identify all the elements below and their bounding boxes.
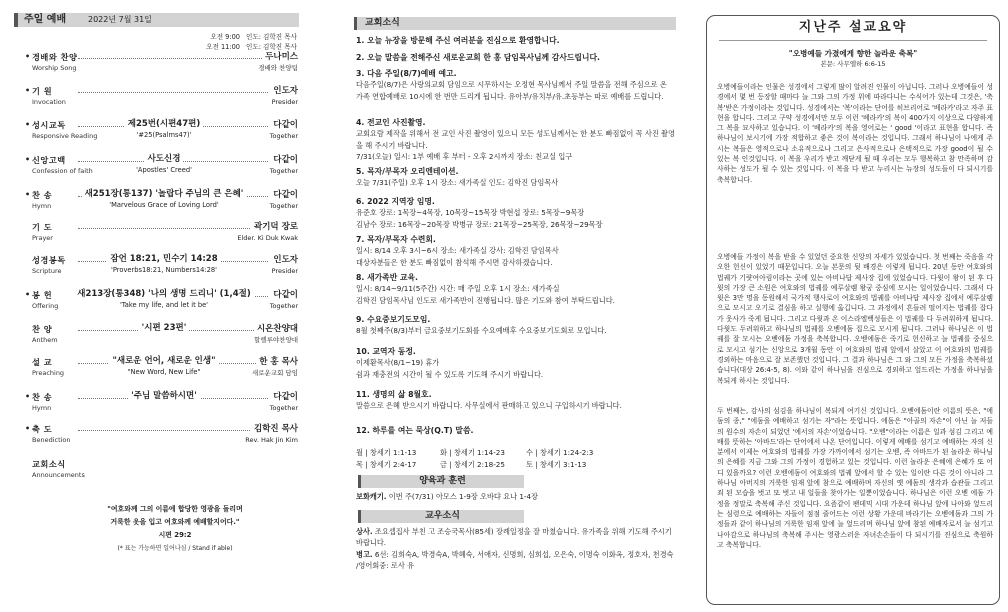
item-title: 경배와 찬양 xyxy=(32,52,78,62)
title-divider xyxy=(719,40,987,41)
item-leader-english: Together xyxy=(269,202,298,210)
church-news xyxy=(350,0,680,612)
member-news-1 xyxy=(356,526,676,549)
service-leader: 인도: 김학진 목사 xyxy=(246,43,298,51)
item-content-text: 새213장(통348) '나의 생명 드리니' (1,4절) xyxy=(74,289,253,299)
sermon-paragraph: 오병예들 가정이 복을 받을 수 있었던 중요한 신앙의 자세가 있었습니다. 첫 번째는 죽음을 각오한 헌신이 있었기 때문입니다. 오늘 본문의 뒷 배경은 이렇게 됩니다. 20년 동안 여호와의 법궤가 기럇여아림이라는 곳에 있는 아비나답 제사장 집에 있었습니다. 다윗이 왕이 된 후 다윗의 가장 큰 소원은 여호와의 법궤를 예루살렘 왕궁 중심에 모시는 일이었습니다. 그래서 다윗은 3만 명을 동원해서 국가적 행사로이 여호와의 법궤를 아비나답 제사장 집에서 예루살렘으로 모시고 오기로 결심을 하고 실행에 옮깁니다. 그 과정에서 흔들려 떨어지는 법궤를 잡다가 웃사가 죽게 됩니다. 그리고 다윗과 온 이스라엘백성들은 이 법궤를 다 두려워하게 됩니다. 다윗도 두려워하고 하나님의 법궤를 오벧에돔 집으로 모시게 됩니다. 그러나 하나님은 이 법궤를 잘 모시는 오벧에돔 가정을 축복합니다. 오벧에돔은 죽기로 헌신하고 늘 법궤를 중심으로 모시고 섬기는 신앙으로 3개월 동안 이 여호와의 법궤 앞에서 살았고 이 여호와의 법궤를 경외하는 마음으로 잘 보존했던 것입니다. 그 결과 하나님은 그 와 그의 모든 가정을 축복하셨습니다(대상 26:4-5, 8). 이와 같이 하나님을 진심으로 경외하고 엎드리는 가정을 하나님을 복되게 하시는 것입니다. xyxy=(717,253,993,385)
item-content-english: 'Apostles' Creed' xyxy=(136,166,192,174)
item-content xyxy=(30,289,298,300)
item-title: 설 교 xyxy=(32,357,53,367)
item-leader-english: Together xyxy=(269,404,298,412)
news-heading: 9. 수요중보기도모임. xyxy=(356,315,431,324)
bullet: • xyxy=(25,155,31,164)
item-leader: 인도자 xyxy=(270,255,298,266)
item-leader: 인도자 xyxy=(270,86,298,97)
item-leader-english: Elder. Ki Duk Kwak xyxy=(237,234,298,242)
news-body-line: 다음주일(8/7)은 사랑의교회 담임으로 시무하시는 오정현 목사님께서 주일 말씀을 전해 주심으로 온 가족 연합예배로 10시에 한 번만 드리게 됩니다. 유아부/유치부/유.초등부는 따로 예배를 드립니다. xyxy=(356,80,667,101)
worship-header xyxy=(14,13,299,27)
item-content-english: "New Word, New Life" xyxy=(127,368,201,376)
members-section-title: 교우소식 xyxy=(425,511,460,521)
item-leader-english: Rev. Hak Jin Kim xyxy=(245,436,298,444)
item-english: Preaching xyxy=(32,369,65,377)
service-time-1 xyxy=(200,32,300,42)
news-item xyxy=(356,196,676,230)
qt-row xyxy=(356,459,676,471)
news-item xyxy=(356,166,676,189)
qt-cell: 토 | 창세기 3:1-13 xyxy=(526,460,587,469)
item-english: Anthem xyxy=(32,336,58,344)
item-english: Hymn xyxy=(32,202,52,210)
news-item xyxy=(356,272,676,306)
sermon-paragraph: 두 번째는, 감사의 섬김을 하나님이 복되게 여기신 것입니다. 오벧에돔이란 이름의 뜻은, "에돔의 종," "에돔을 예배하고 섬기는 자"라는 뜻입니다. 에돔은 "아골의 자손"이 아닌 늘 저들의 원수의 자손이 되었던 '에서의 자손'이었습니다. "오벧"이라는 이름은 일과 섬김 그리고 예배를 뜻하는 '아바드'라는 단어에서 나온 단어입니다. 이렇게 예배를 섬기고 예배하는 자의 신분에서 이제는 여호와의 법궤를 가장 가까이에서 섬기는 오벧, 즉 아바드가 된 놀라운 하나님의 은혜를 지금 그와 그의 가정이 경험하고 있는 것입니다. 이런 놀라운 은혜에 은혜가 또 어디 있을까요? 이런 오벧에돔이 여호와의 법궤 앞에서 할 수 있는 일이란 다른 것이 아니라 그 하나님 아버지의 거룩한 임재 앞에 참으로 예배하며 자신의 옛 예돔의 생각과 습관들 그리고 죄 된 모습을 벗고 또 벗고 내 일들을 찾아가는 일뿐이었습니다. 하나님은 이런 오벧 에돔 가정을 정말로 축복해 주신 것입니다. 요즘같이 팬데믹 시대 가운데 하나님 앞에 나아와 엎드리는 심령으로 예배하는 자들이 점점 줄어드는 이런 상황 가운데 바라기는 오벧에돔과 그의 가정들과 같이 하나님의 거룩한 임재 앞에 늘 엎드리며 하나님 앞에 참된 예배자로서 늘 섬기고 나아감으로 하나님의 축복해 주시는 영광스러운 자녀손손들이 다 되시기를 진심으로 축원하고 축복합니다. xyxy=(717,407,993,549)
item-content-text: 새251장(통137) '놀랍다 주님의 큰 은혜' xyxy=(82,189,247,199)
item-leader: 다같이 xyxy=(270,155,298,166)
item-content-text: '주님 말씀하시면' xyxy=(128,391,200,401)
news-body-line: 7/31(오늘) 일시: 1부 예배 후 부터 - 오후 2시까지 장소: 친교실 입구 xyxy=(356,152,573,162)
member-news-text: 6선: 김희숙A, 박경숙A, 박혜숙, 서애자, 신명희, 심희섭, 오은숙, 이명숙 이화옥, 정호자, 천경숙 /영어회중: 로사 유 xyxy=(356,550,674,571)
item-leader: 곽기덕 장로 xyxy=(251,222,298,233)
sermon-title: 지난주 설교요약 xyxy=(798,20,908,35)
item-content-text: 사도신경 xyxy=(145,154,184,164)
item-leader: 시온찬양대 xyxy=(254,324,298,335)
news-heading: 7. 목자/부목자 수련회. xyxy=(356,235,436,244)
item-leader: 다같이 xyxy=(270,190,298,201)
service-time-label: 오전 11:00 xyxy=(206,43,240,51)
qt-table xyxy=(356,447,676,471)
service-time-2 xyxy=(200,42,300,52)
training-detail: 이번 주(7/31) 아모스 1-9장 오바댜 요나 1-4장 xyxy=(386,492,538,501)
item-title: 신앙고백 xyxy=(32,155,66,165)
news-item xyxy=(356,52,676,63)
training-text xyxy=(356,491,676,502)
item-content-english: 'Proverbs18:21, Numbers14:28' xyxy=(111,266,217,274)
news-heading: 1. 오늘 뉴장을 방문해 주신 여러분을 진심으로 환영합니다. xyxy=(356,36,560,45)
news-body-line: 대상자분들은 한 분도 빠짐없이 참석해 주시면 감사하겠습니다. xyxy=(356,257,553,267)
item-english: Benediction xyxy=(32,436,71,444)
item-content-english: '#25(Psalms47)' xyxy=(136,131,192,139)
item-leader-english: 새로운교회 담임 xyxy=(251,369,298,377)
item-leader: 다같이 xyxy=(270,290,298,301)
scripture-quote xyxy=(100,503,250,542)
news-item xyxy=(356,68,676,102)
news-body-line: 8월 첫째주(8/3)부터 금요중보기도회를 수요예배후 수요중보기도회로 모입니다. xyxy=(356,326,607,336)
order-of-worship xyxy=(0,0,300,612)
item-content xyxy=(30,391,298,402)
news-item xyxy=(356,35,676,46)
item-leader-english: Together xyxy=(269,132,298,140)
news-body-line: 오늘 7/31(주일) 오후 1시 장소: 새가족실 인도: 김학진 담임목사 xyxy=(356,178,559,188)
qt-row xyxy=(356,447,676,459)
news-heading: 10. 교역자 동정. xyxy=(356,347,416,356)
sermon-subtitle: "오병예들 가졌에게 향한 놀라운 축복" xyxy=(788,49,918,58)
item-leader-english: 할렐루야찬양대 xyxy=(254,336,298,344)
item-english: Announcements xyxy=(32,471,85,479)
sermon-summary xyxy=(706,15,1000,605)
bullet: • xyxy=(25,424,31,433)
news-body-line: 일시: 8/14~9/11(5주간) 시간: 매 주일 오후 1시 장소: 새가족실 xyxy=(356,284,560,294)
item-leader: 다같이 xyxy=(270,392,298,403)
news-item xyxy=(356,389,676,412)
item-title: 봉 헌 xyxy=(32,290,53,300)
bullet: • xyxy=(25,392,31,401)
news-item xyxy=(356,314,676,337)
quote-line: "여호와께 그의 이름에 합당한 영광을 돌리며 xyxy=(107,505,243,513)
worship-date: 2022년 7월 31일 xyxy=(88,15,152,24)
item-leader: 두나미스 xyxy=(262,52,298,63)
news-body-line: 교회요람 제작을 위해서 전 교인 사진 촬영이 있으니 모든 성도님께서는 한 분도 빠짐없이 꼭 사진 촬영을 해 주시기 바랍니다. xyxy=(356,129,675,150)
members-section-bar xyxy=(358,510,524,523)
item-title: 찬 송 xyxy=(32,392,53,402)
training-section-bar xyxy=(358,475,524,488)
item-content-english: 'Marvelous Grace of Loving Lord' xyxy=(109,201,219,209)
service-leader: 인도: 김학진 목사 xyxy=(246,33,298,41)
item-leader: 김학진 목사 xyxy=(251,424,298,435)
qt-cell: 화 | 창세기 1:14-23 xyxy=(440,448,505,457)
bullet: • xyxy=(25,120,31,129)
bullet: • xyxy=(25,290,31,299)
item-content-text: 잠언 18:21, 민수기 14:28 xyxy=(107,254,220,264)
dot-leader xyxy=(78,92,268,93)
item-english: Worship Song xyxy=(32,64,77,72)
news-body-line: 말씀으로 은혜 받으시기 바랍니다. 사무실에서 판매하고 있으니 구입하시기 바랍니다. xyxy=(356,401,622,411)
member-news-text: 조요셉집사 부친 고 조승국목사(85세) 장례일정을 잘 마쳤습니다. 유가족을 위해 기도해 주시기 바랍니다. xyxy=(356,527,672,548)
item-leader-english: Presider xyxy=(271,267,298,275)
item-title: 기 도 xyxy=(32,222,53,232)
item-content-text: 제25번(시편47편) xyxy=(125,119,203,129)
worship-title: 주일 예배 xyxy=(24,14,67,25)
training-label: 보화캐기. xyxy=(356,492,387,501)
news-item xyxy=(356,234,676,268)
news-body-line: 일시: 8/14 오후 3시~6시 장소: 새가족실 강사: 김학진 담임목사 xyxy=(356,246,559,256)
item-content-text: "새로운 언어, 새로운 인생" xyxy=(109,356,218,366)
item-leader-english: Together xyxy=(269,167,298,175)
item-english: Responsive Reading xyxy=(32,132,98,140)
qt-cell: 월 | 창세기 1:1-13 xyxy=(356,448,417,457)
news-heading: 11. 생명의 삶 8월호. xyxy=(356,390,432,399)
item-english: Hymn xyxy=(32,404,52,412)
bullet: • xyxy=(25,86,31,95)
item-leader-english: Presider xyxy=(271,98,298,106)
service-time-label: 오전 9:00 xyxy=(210,33,240,41)
news-item xyxy=(356,425,676,436)
item-title: 찬 양 xyxy=(32,324,53,334)
news-body-line: 김남수 장로: 16목장~20목장 박병규 장로: 21목장~25목장, 26목장~29목장 xyxy=(356,219,603,229)
item-content xyxy=(30,189,298,200)
item-title: 축 도 xyxy=(32,424,53,434)
member-news-2 xyxy=(356,549,676,572)
member-news-label: 상사. xyxy=(356,527,373,536)
dot-leader xyxy=(78,430,268,431)
item-content-english: 'Take my life, and let it be' xyxy=(119,301,209,309)
news-item xyxy=(356,117,676,163)
item-leader: 다같이 xyxy=(270,120,298,131)
qt-cell: 금 | 창세기 2:18-25 xyxy=(440,460,505,469)
news-body-line: 유준호 장로: 1목장~4목장, 10목장~15목장 박현섭 장로: 5목장~9목장 xyxy=(356,208,585,218)
item-english: Offering xyxy=(32,302,59,310)
news-item xyxy=(356,346,676,380)
member-news-label: 병고. xyxy=(356,550,373,559)
item-content xyxy=(30,119,298,130)
item-title: 성경봉독 xyxy=(32,255,66,265)
item-title: 찬 송 xyxy=(32,190,53,200)
dot-leader xyxy=(78,58,268,59)
news-heading: 8. 새가족반 교육. xyxy=(356,273,418,282)
sermon-reference: 본문: 사무엘하 6:6-15 xyxy=(820,60,886,68)
news-heading: 12. 하루를 여는 묵상(Q.T) 말씀. xyxy=(356,426,474,435)
news-heading: 5. 목자/부목자 오리엔테이션. xyxy=(356,167,459,176)
dot-leader xyxy=(78,228,268,229)
item-english: Invocation xyxy=(32,98,66,106)
item-leader: 한 홍 목사 xyxy=(256,357,298,368)
news-heading: 2. 오늘 말씀을 전해주신 새로운교회 한 홍 담임목사님께 감사드립니다. xyxy=(356,53,600,62)
news-section-title: 교회소식 xyxy=(365,18,400,28)
item-content xyxy=(30,254,298,265)
bullet: • xyxy=(25,52,31,61)
item-english: Scripture xyxy=(32,267,62,275)
bullet: • xyxy=(25,190,31,199)
quote-line: 거룩한 옷을 입고 여호와께 예배할지어다." xyxy=(110,518,240,526)
item-title: 기 원 xyxy=(32,86,53,96)
qt-cell: 수 | 창세기 1:24-2:3 xyxy=(526,448,594,457)
stand-note: (* 표는 가능하면 일어나심 / Stand if able) xyxy=(117,545,233,552)
sermon-paragraph: 오병예들이라는 인물은 성경에서 그렇게 많이 알려진 인물이 아닙니다. 그러나 오병예들이 성경에서 몇 번 등장할 때마다 늘 그와 그의 가정 위에 따라다니는 수식어가 있는데 그것은, '축복'받은 가정이라는 것입니다. 성경에서는 '복'이라는 단어를 히브리어로 '베라카'라고 자주 표현을 합니다. 그리고 구약 성경에서만 모두 이런 '베라카'의 복이 400가지 이상으로 다양하게 그 복을 묘사하고 있습니다. 이 '베라카'의 복을 영어로는 ' good '이라고 표현을 합니다. 즉 하나님이 보시기에 가장 적합하고 좋은 것이 복이라는 것입니다. 그래서 하나님이 나에게 주시는 복들은 영적으로나 소유적으로나 그리고 은사적으로나 은택적으로 가장 good이 될 수 있는 복 인것입니다. 이 복을 우리가 받고 깨닫게 될 때 우리는 모두 행복하고 참 만족하며 감사하는 성도가 될 수 있는 것입니다. 이 복을 다 받고 누리시는 뉴장의 성도들이 다 되시기를 축복합니다. xyxy=(717,83,993,184)
news-body-line: 쉼과 재충전의 시간이 될 수 있도록 기도해 주시기 바랍니다. xyxy=(356,369,544,379)
qt-cell: 목 | 창세기 2:4-17 xyxy=(356,460,417,469)
item-title: 교회소식 xyxy=(32,459,66,469)
news-body-line: 김학진 담임목사님 인도로 새가족반이 진행됩니다. 많은 기도와 참여 부탁드립니다. xyxy=(356,295,615,305)
training-section-title: 양육과 훈련 xyxy=(419,476,466,486)
item-title: 성시교독 xyxy=(32,120,66,130)
quote-reference: 시편 29:2 xyxy=(158,531,192,539)
news-heading: 6. 2022 지역장 임명. xyxy=(356,197,435,206)
item-english: Prayer xyxy=(32,234,53,242)
news-body-line: 이제환목사(8/1~19) 휴가 xyxy=(356,358,440,368)
item-leader-english: Together xyxy=(269,302,298,310)
news-section-bar xyxy=(354,17,676,30)
news-heading: 3. 다음 주일(8/7)예배 예고. xyxy=(356,69,457,78)
item-content-text: '시편 23편' xyxy=(139,323,190,333)
item-content xyxy=(30,154,298,165)
item-english: Confession of faith xyxy=(32,167,93,175)
news-heading: 4. 전교인 사진촬영. xyxy=(356,118,426,127)
item-leader-english: 경배와 찬양팀 xyxy=(258,64,298,72)
